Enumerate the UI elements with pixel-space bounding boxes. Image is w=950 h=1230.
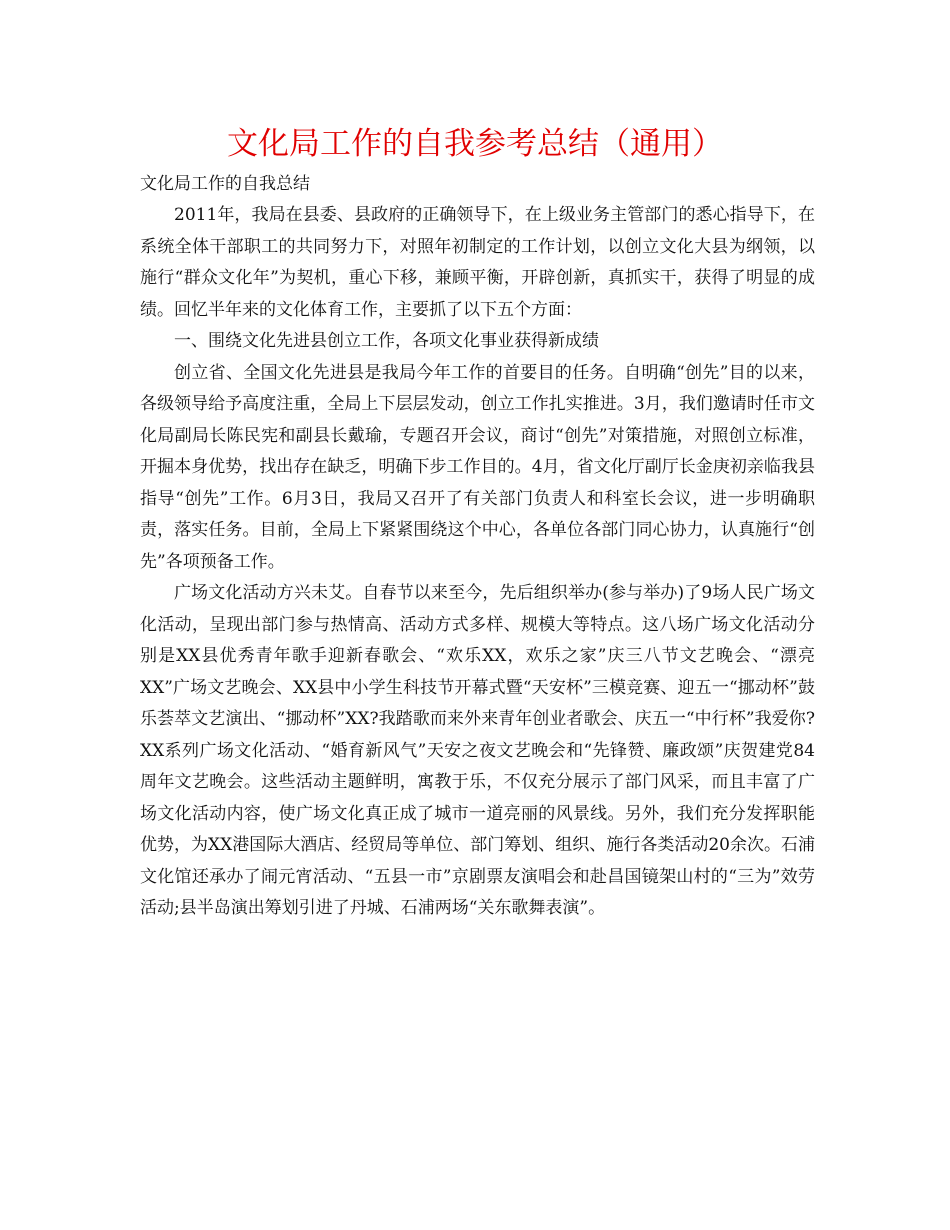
paragraph: 创立省、全国文化先进县是我局今年工作的首要目的任务。自明确“创先”目的以来，各级领导给予高度注重，全局上下层层发动，创立工作扎实推进。3月，我们邀请时任市文化局副局长陈民宪和副县长戴瑜，专题召开会议，商讨“创先”对策措施，对照创立标准，开掘本身优势，找出存在缺乏，明确下步工作目的。4月，省文化厅副厅长金庚初亲临我县指导“创先”工作。6月3日，我局又召开了有关部门负责人和科室长会议，进一步明确职责，落实任务。目前，全局上下紧紧围绕这个中心，各单位各部门同心协力，认真施行“创先”各项预备工作。	[140, 362, 815, 572]
document-body	[140, 200, 815, 925]
document-title: 文化局工作的自我参考总结（通用）	[227, 126, 723, 162]
paragraph: 广场文化活动方兴未艾。自春节以来至今，先后组织举办(参与举办)了9场人民广场文化活动，呈现出部门参与热情高、活动方式多样、规模大等特点。这八场广场文化活动分别是XX县优秀青年歌手迎新春歌会、“欢乐XX，欢乐之家”庆三八节文艺晚会、“漂亮XX”广场文艺晚会、XX县中小学生科技节开幕式暨“天安杯”三模竞赛、迎五一“挪动杯”鼓乐荟萃文艺演出、“挪动杯”XX?我踏歌而来外来青年创业者歌会、庆五一“中行杯”我爱你?XX系列广场文化活动、“婚育新风气”天安之夜文艺晚会和“先锋赞、廉政颂”庆贺建党84周年文艺晚会。这些活动主题鲜明，寓教于乐，不仅充分展示了部门风采，而且丰富了广场文化活动内容，使广场文化真正成了城市一道亮丽的风景线。另外，我们充分发挥职能优势，为XX港国际大酒店、经贸局等单位、部门筹划、组织、施行各类活动20余次。石浦文化馆还承办了闹元宵活动、“五县一市”京剧票友演唱会和赴昌国镜架山村的“三为”效劳活动;县半岛演出筹划引进了丹城、石浦两场“关东歌舞表演”。	[140, 583, 815, 918]
paragraph: 2011年，我局在县委、县政府的正确领导下，在上级业务主管部门的悉心指导下，在系统全体干部职工的共同努力下，对照年初制定的工作计划，以创立文化大县为纲领，以施行“群众文化年”为契机，重心下移，兼顾平衡，开辟创新，真抓实干，获得了明显的成绩。回忆半年来的文化体育工作，主要抓了以下五个方面：	[140, 205, 815, 320]
section-heading: 一、围绕文化先进县创立工作，各项文化事业获得新成绩	[174, 331, 599, 351]
document-subtitle: 文化局工作的自我总结	[140, 174, 310, 194]
